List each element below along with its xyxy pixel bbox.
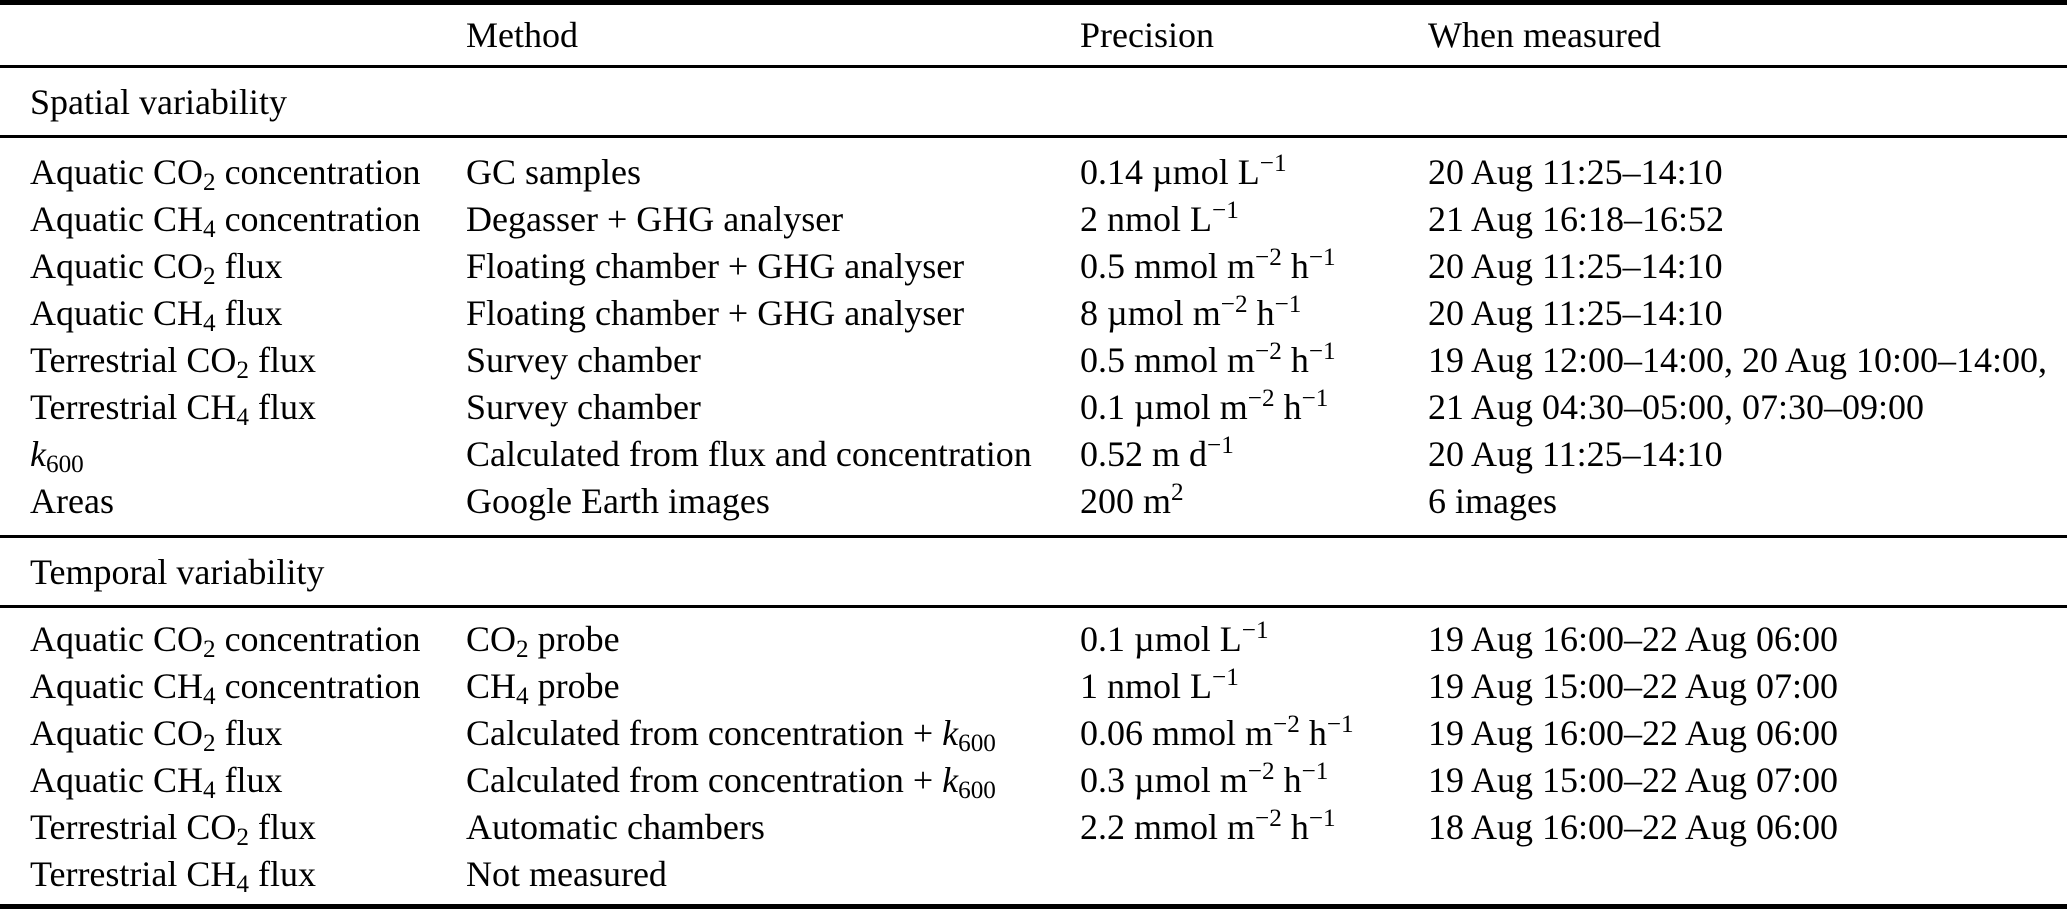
precision-cell: 0.3 µmol $m^{-2}$ $h^{-1}$: [1080, 758, 1329, 800]
table-row: [0, 149, 2067, 196]
method-cell: Calculated from flux and concentration: [466, 434, 1032, 474]
method-cell: Survey chamber: [466, 340, 701, 380]
when-measured-cell: 21 Aug 16:18–16:52: [1428, 199, 1725, 239]
row-label-cell: Aquatic $CH_4$ concentration: [30, 199, 421, 243]
column-header-when-measured: When measured: [1428, 15, 1661, 55]
row-label-cell: Aquatic $CO_2$ concentration: [30, 152, 421, 196]
precision-cell: 0.1 µmol $m^{-2}$ $h^{-1}$: [1080, 385, 1329, 427]
precision-cell: 0.14 µmol $L^{-1}$: [1080, 150, 1287, 192]
when-measured-cell: 19 Aug 16:00–22 Aug 06:00: [1428, 713, 1839, 753]
section-body-temporal-variability: [0, 608, 2067, 904]
section-title-spatial-variability: Spatial variability: [30, 81, 287, 122]
precision-cell: 8 µmol $m^{-2}$ $h^{-1}$: [1080, 291, 1302, 333]
precision-cell: 200 $m^2$: [1080, 479, 1184, 521]
method-cell: Google Earth images: [466, 481, 770, 521]
table-row: [0, 478, 2067, 525]
precision-cell: 2.2 mmol $m^{-2}$ $h^{-1}$: [1080, 805, 1336, 847]
method-cell: Calculated from concentration + $k_{600}$: [466, 760, 996, 804]
table-row: [0, 663, 2067, 710]
method-cell: Degasser + GHG analyser: [466, 199, 844, 239]
when-measured-cell: 20 Aug 11:25–14:10: [1428, 246, 1723, 286]
row-label-cell: Aquatic $CH_4$ concentration: [30, 666, 421, 710]
table-row: [0, 196, 2067, 243]
when-measured-cell: 18 Aug 16:00–22 Aug 06:00: [1428, 807, 1839, 847]
method-cell: GC samples: [466, 152, 641, 192]
method-cell: Automatic chambers: [466, 807, 765, 847]
table-row: [0, 710, 2067, 757]
table-bottom-rule: [0, 904, 2067, 909]
row-label-cell: Terrestrial $CO_2$ flux: [30, 807, 316, 851]
table-row: [0, 243, 2067, 290]
method-cell: Floating chamber + GHG analyser: [466, 293, 965, 333]
table-row: [0, 431, 2067, 478]
when-measured-cell: 19 Aug 16:00–22 Aug 06:00: [1428, 619, 1839, 659]
table-row: [0, 616, 2067, 663]
when-measured-cell: 19 Aug 15:00–22 Aug 07:00: [1428, 760, 1839, 800]
row-label-cell: Terrestrial $CH_4$ flux: [30, 387, 316, 431]
precision-cell: 0.52 m $d^{-1}$: [1080, 432, 1234, 474]
table-row: [0, 757, 2067, 804]
method-cell: $CO_2$ probe: [466, 619, 620, 663]
row-label-cell: Aquatic $CO_2$ concentration: [30, 619, 421, 663]
precision-cell: 2 nmol $L^{-1}$: [1080, 197, 1239, 239]
column-header-precision: Precision: [1080, 15, 1214, 55]
row-label-cell: Aquatic $CH_4$ flux: [30, 760, 283, 804]
section-body-spatial-variability: [0, 138, 2067, 535]
precision-cell: 0.1 µmol $L^{-1}$: [1080, 617, 1269, 659]
precision-cell: 0.5 mmol $m^{-2}$ $h^{-1}$: [1080, 244, 1336, 286]
precision-cell: 0.06 mmol $m^{-2}$ $h^{-1}$: [1080, 711, 1354, 753]
row-label-cell: Aquatic $CH_4$ flux: [30, 293, 283, 337]
when-measured-cell: 20 Aug 11:25–14:10: [1428, 152, 1723, 192]
column-header-method: Method: [466, 15, 578, 55]
row-label-cell: Areas: [30, 481, 114, 521]
precision-cell: 1 nmol $L^{-1}$: [1080, 664, 1239, 706]
row-label-cell: Terrestrial $CO_2$ flux: [30, 340, 316, 384]
method-cell: Floating chamber + GHG analyser: [466, 246, 965, 286]
method-cell: $CH_4$ probe: [466, 666, 620, 710]
method-cell: Calculated from concentration + $k_{600}$: [466, 713, 996, 757]
when-measured-cell: 20 Aug 11:25–14:10: [1428, 293, 1723, 333]
when-measured-cell: 20 Aug 11:25–14:10: [1428, 434, 1723, 474]
when-measured-cell: 19 Aug 15:00–22 Aug 07:00: [1428, 666, 1839, 706]
row-label-cell: Aquatic $CO_2$ flux: [30, 713, 283, 757]
table-row: [0, 290, 2067, 337]
table-row: [0, 804, 2067, 851]
method-cell: Not measured: [466, 854, 667, 894]
section-title-temporal-variability: Temporal variability: [30, 551, 325, 592]
when-measured-cell: 21 Aug 04:30–05:00, 07:30–09:00: [1428, 387, 1925, 427]
table-row: [0, 337, 2067, 384]
row-label-cell: $k_{600}$: [30, 434, 84, 478]
table-row: [0, 384, 2067, 431]
when-measured-cell: 6 images: [1428, 481, 1557, 521]
precision-cell: 0.5 mmol $m^{-2}$ $h^{-1}$: [1080, 338, 1336, 380]
method-cell: Survey chamber: [466, 387, 701, 427]
table-row: [0, 851, 2067, 898]
table-header-row: [0, 5, 2067, 65]
when-measured-cell: 19 Aug 12:00–14:00, 20 Aug 10:00–14:00,: [1428, 340, 2048, 380]
row-label-cell: Terrestrial $CH_4$ flux: [30, 854, 316, 898]
row-label-cell: Aquatic $CO_2$ flux: [30, 246, 283, 290]
